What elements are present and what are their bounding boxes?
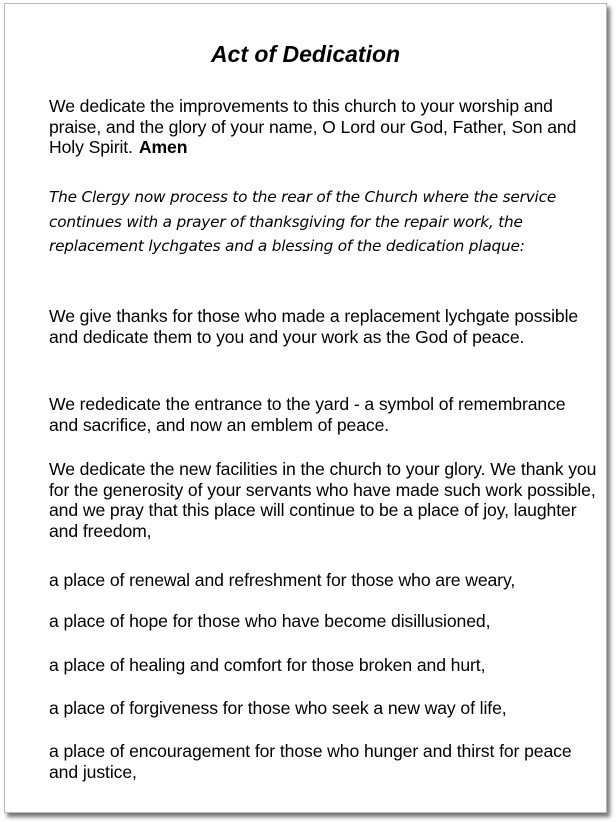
rubric-instruction: The Clergy now process to the rear of the Church where the service continues with a prayer of thanksgiving for the repair work, the replacement lychgates and a blessing of the dedication plaque: bbox=[49, 188, 557, 255]
dedication-paragraph bbox=[49, 96, 597, 158]
thanksgiving-paragraph: We give thanks for those who made a replacement lychgate possible and dedicate them to you and your work as the God of peace. bbox=[49, 306, 579, 347]
healing-line: a place of healing and comfort for those broken and hurt, bbox=[49, 655, 486, 675]
facilities-paragraph: We dedicate the new facilities in the church to your glory. We thank you for the generosity of your servants who have made such work possible, and we pray that this place will continue to be a place of joy, laughter and freedom, bbox=[49, 459, 597, 541]
encouragement-line: a place of encouragement for those who hunger and thirst for peace and justice, bbox=[49, 741, 572, 782]
forgiveness-line: a place of forgiveness for those who seek a new way of life, bbox=[49, 698, 507, 718]
dedication-text: We dedicate the improvements to this church to your worship and praise, and the glory of your name, O Lord our God, Father, Son and Holy Spirit. bbox=[49, 96, 577, 157]
hope-line: a place of hope for those who have become disillusioned, bbox=[49, 611, 491, 631]
rededication-paragraph: We rededicate the entrance to the yard - a symbol of remembrance and sacrifice, and now an emblem of peace. bbox=[49, 394, 566, 435]
document-page bbox=[4, 3, 607, 813]
document-title: Act of Dedication bbox=[210, 41, 401, 67]
amen-response: Amen bbox=[138, 137, 188, 157]
renewal-line: a place of renewal and refreshment for those who are weary, bbox=[49, 570, 516, 590]
